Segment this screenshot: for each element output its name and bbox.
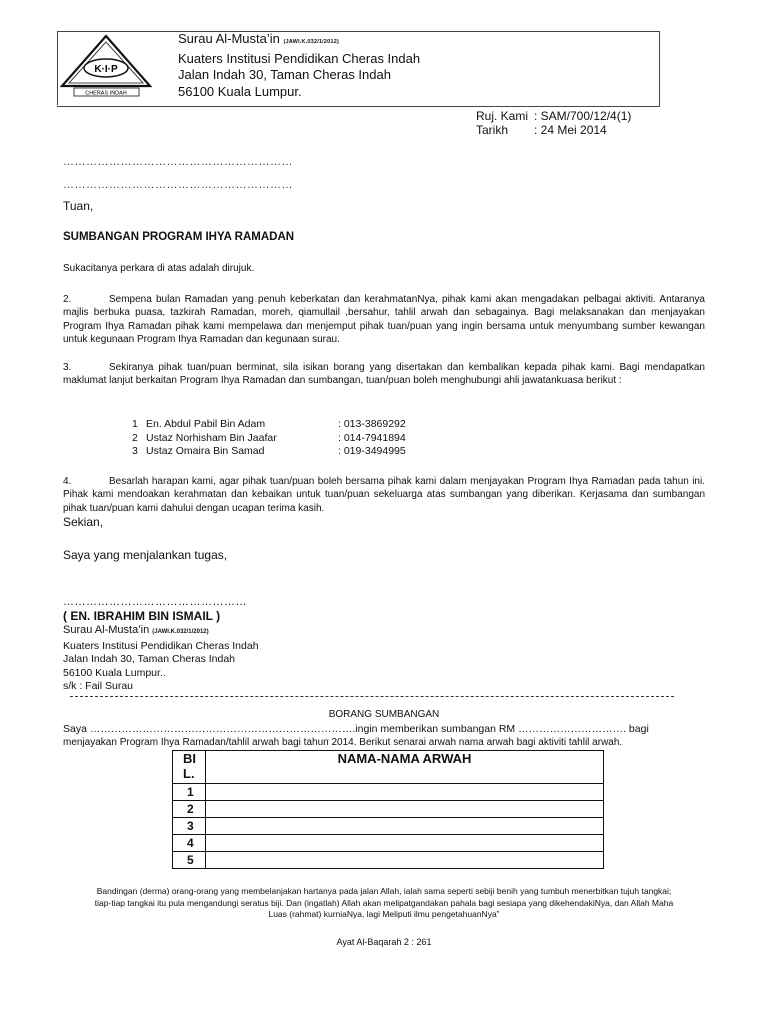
paragraph-4	[63, 475, 705, 515]
letterhead-text	[178, 31, 420, 100]
cut-line	[70, 696, 674, 697]
paragraph-3	[63, 361, 705, 388]
reference-block	[476, 109, 631, 137]
row-number: 4	[173, 835, 206, 852]
address-line-2: ……………………………………………………	[63, 179, 293, 191]
kip-logo-icon	[60, 33, 153, 98]
paragraph-4-number: 4.	[63, 476, 72, 487]
signer-line3: Jalan Indah 30, Taman Cheras Indah	[63, 653, 236, 666]
table-header-row	[173, 751, 604, 784]
org-line4: 56100 Kuala Lumpur.	[178, 83, 302, 99]
org-line3: Jalan Indah 30, Taman Cheras Indah	[178, 67, 391, 82]
tarikh-label: Tarikh	[476, 123, 509, 137]
table-row	[173, 835, 604, 852]
contact-row	[132, 445, 406, 459]
paragraph-4-text: Besarlah harapan kami, agar pihak tuan/puan boleh bersama pihak kami dalam menjayakan Program Ihya Ramadan pada tahun ini. Pihak kami mendoakan kerahmatan dan kebaikan untuk tuan/puan sekeluarga atas sumbangan yang diberikan. Kerjasama dan sumbangan pihak tuan/puan kami dahului dengan ucapan terima kasih.	[63, 476, 705, 514]
tarikh-value: : 24 Mei 2014	[534, 123, 607, 137]
contact-row	[132, 418, 406, 432]
subject: SUMBANGAN PROGRAM IHYA RAMADAN	[63, 231, 295, 243]
org-line2: Kuaters Institusi Pendidikan Cheras Indah	[178, 50, 421, 66]
signature-block	[63, 596, 259, 693]
col-nama-header: NAMA-NAMA ARWAH	[206, 751, 604, 784]
row-number: 1	[173, 784, 206, 801]
paragraph-3-number: 3.	[63, 362, 72, 373]
signature-dots: …………………………………………	[63, 596, 247, 608]
name-cell[interactable]	[206, 801, 604, 818]
table-row	[173, 801, 604, 818]
cc-line: s/k : Fail Surau	[63, 680, 134, 693]
table-row	[173, 818, 604, 835]
signer-org: Surau Al-Musta’in	[63, 624, 150, 637]
ayat-reference: Ayat Al-Baqarah 2 : 261	[336, 937, 432, 947]
paragraph-2-text: Sempena bulan Ramadan yang penuh keberkatan dan kerahmatanNya, pihak kami akan mengadakan pelbagai aktiviti. Antaranya majlis berbuka puasa, tazkirah Ramadan, moreh, qiamullail ,bersahur, tahlil arwah dan sebagainya. Bagi melaksanakan dan menjayakan Program Ihya Ramadan pihak kami mempelawa dan menjemput pihak tuan/puan yang ingin bersama untuk menyumbang sumber kewangan untuk kegunaan Program Ihya Ramadan dan kegunaan surau.	[63, 294, 705, 346]
contact-no: 2	[132, 431, 138, 444]
name-cell[interactable]	[206, 835, 604, 852]
form-title: BORANG SUMBANGAN	[328, 709, 440, 720]
row-number: 3	[173, 818, 206, 835]
closing: Sekian,	[63, 515, 104, 529]
org-name: Surau Al-Musta’in	[178, 31, 280, 46]
contact-phone: : 013-3869292	[338, 418, 406, 430]
contact-row	[132, 432, 406, 446]
signer-line2: Kuaters Institusi Pendidikan Cheras Indah	[63, 639, 259, 652]
form-line-1: Saya ………………………………………………………………….ingin memberikan sumbangan RM …………………………. bagi	[63, 723, 649, 735]
closing-2: Saya yang menjalankan tugas,	[63, 548, 228, 562]
table-row	[173, 852, 604, 869]
form-line-2: menjayakan Program Ihya Ramadan/tahlil arwah bagi tahun 2014. Berikut senarai arwah nama arwah bagi aktiviti tahlil arwah.	[63, 737, 623, 748]
contact-name: En. Abdul Pabil Bin Adam	[146, 418, 266, 430]
contact-name: Ustaz Omaira Bin Samad	[146, 445, 265, 458]
paragraph-2	[63, 293, 705, 347]
ruj-value: : SAM/700/12/4(1)	[534, 109, 632, 123]
logo-caption: CHERAS INDAH	[85, 90, 127, 97]
contact-no: 1	[132, 418, 138, 430]
paragraph-3-text: Sekiranya pihak tuan/puan berminat, sila isikan borang yang disertakan dan kembalikan kepada pihak kami. Bagi mendapatkan maklumat lanjut berkaitan Program Ihya Ramadan dan sumbangan, tuan/puan boleh menghubungi ahli jawatankuasa berikut :	[63, 362, 705, 387]
contact-phone: : 014-7941894	[338, 431, 406, 444]
arwah-table	[172, 750, 604, 869]
name-cell[interactable]	[206, 852, 604, 869]
quran-quote: Bandingan (derma) orang-orang yang membelanjakan hartanya pada jalan Allah, ialah sama seperti sebiji benih yang tumbuh menerbitkan tujuh tangkai; tiap-tiap tangkai itu pula mengandungi seratus biji. Dan (ingatlah) Allah akan melipatgandakan pahala bagi sesiapa yang dikehendakiNya, dan Allah Maha Luas (rahmat) kurniaNya, lagi Meliputi ilmu pengetahuanNya”	[94, 886, 674, 919]
paragraph-1: Sukacitanya perkara di atas adalah dirujuk.	[63, 263, 255, 274]
signer-org-reg: (JAWI.K.032/1/2012)	[152, 629, 209, 636]
contact-no: 3	[132, 445, 138, 458]
signer-name: ( EN. IBRAHIM BIN ISMAIL )	[63, 609, 221, 624]
org-reg: (JAWI.K.032/1/2012)	[283, 39, 339, 45]
row-number: 2	[173, 801, 206, 818]
name-cell[interactable]	[206, 818, 604, 835]
address-line-1: ……………………………………………………	[63, 156, 293, 168]
logo-text: K·I·P	[94, 64, 118, 75]
name-cell[interactable]	[206, 784, 604, 801]
signer-line4: 56100 Kuala Lumpur..	[63, 666, 166, 679]
table-row	[173, 784, 604, 801]
ruj-label: Ruj. Kami	[476, 109, 529, 123]
salutation: Tuan,	[63, 199, 94, 213]
paragraph-2-number: 2.	[63, 294, 72, 305]
row-number: 5	[173, 852, 206, 869]
contact-name: Ustaz Norhisham Bin Jaafar	[146, 431, 277, 444]
col-bil-header: BI L.	[173, 751, 206, 784]
contact-phone: : 019-3494995	[338, 445, 406, 458]
kip-logo	[60, 33, 153, 98]
contact-list	[132, 418, 406, 459]
